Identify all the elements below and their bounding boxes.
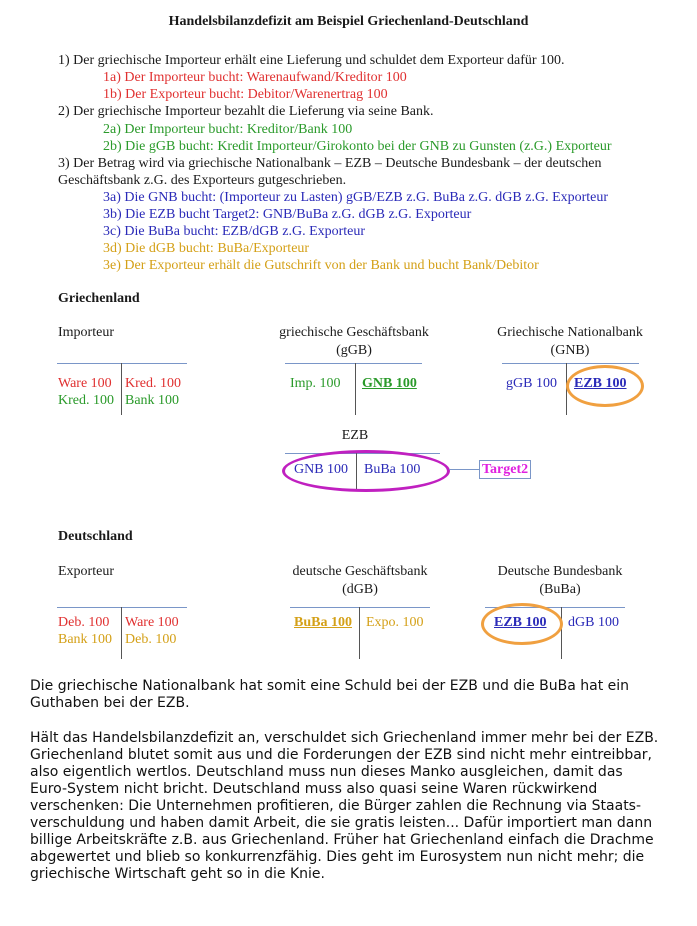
- importeur-right-1: Kred. 100: [125, 376, 181, 391]
- step-3e: 3e) Der Exporteur erhält die Gutschrift von der Bank und bucht Bank/Debitor: [103, 258, 539, 273]
- account-dgb-hline: [290, 607, 430, 608]
- exporteur-right-2: Deb. 100: [125, 632, 177, 647]
- buba-left: EZB 100: [494, 615, 547, 630]
- paragraph-2-line-6: verschuldung und haben damit Arbeit, die sie gratis leisten... Dafür importiert man dann: [30, 815, 653, 831]
- target2-label: Target2: [479, 460, 531, 479]
- paragraph-2-line-7: billige Arbeitskräfte z.B. aus Griechenland. Früher hat Griechenland einfach die Drachme: [30, 832, 654, 848]
- account-gnb-abbr: (GNB): [550, 343, 590, 358]
- ggb-left: Imp. 100: [290, 376, 341, 391]
- account-buba-vline: [561, 607, 562, 659]
- page-title: Handelsbilanzdefizit am Beispiel Griechenland-Deutschland: [168, 14, 529, 29]
- paragraph-2-line-2: Griechenland blutet somit aus und die Forderungen der EZB sind nicht mehr eintreibbar,: [30, 747, 653, 763]
- exporteur-left-1: Deb. 100: [58, 615, 110, 630]
- account-exporteur-vline: [121, 607, 122, 659]
- step-3d: 3d) Die dGB bucht: BuBa/Exporteur: [103, 241, 310, 256]
- dgb-right: Expo. 100: [366, 615, 424, 630]
- gnb-right: EZB 100: [574, 376, 627, 391]
- importeur-left-1: Ware 100: [58, 376, 112, 391]
- paragraph-2-line-1: Hält das Handelsbilanzdefizit an, verschuldet sich Griechenland immer mehr bei der EZB.: [30, 730, 659, 746]
- step-1b: 1b) Der Exporteur bucht: Debitor/Warenertrag 100: [103, 87, 388, 102]
- step-3a: 3a) Die GNB bucht: (Importeur zu Lasten) gGB/EZB z.G. BuBa z.G. dGB z.G. Exporteur: [103, 190, 609, 205]
- account-dgb-title: deutsche Geschäftsbank: [292, 564, 428, 579]
- section-deutschland: Deutschland: [58, 529, 133, 544]
- account-buba-abbr: (BuBa): [539, 582, 581, 597]
- ezb-left: GNB 100: [294, 462, 349, 477]
- account-gnb-title: Griechische Nationalbank: [497, 325, 643, 340]
- paragraph-2-line-8: abgewertet und blieb so konkurrenzfähig. Dies geht im Eurosystem nun nicht mehr; die: [30, 849, 645, 865]
- ggb-right: GNB 100: [362, 376, 417, 391]
- account-ggb-vline: [355, 363, 356, 415]
- step-2a: 2a) Der Importeur bucht: Kreditor/Bank 100: [103, 122, 353, 137]
- buba-ezb-highlight: [481, 603, 563, 645]
- step-2: 2) Der griechische Importeur bezahlt die Lieferung via seine Bank.: [58, 104, 434, 119]
- step-1: 1) Der griechische Importeur erhält eine Lieferung und schuldet dem Exporteur dafür 100.: [58, 53, 565, 68]
- account-dgb-abbr: (dGB): [342, 582, 378, 597]
- account-ggb-hline: [285, 363, 422, 364]
- paragraph-1-line-1: Die griechische Nationalbank hat somit eine Schuld bei der EZB und die BuBa hat ein: [30, 678, 630, 694]
- section-griechenland: Griechenland: [58, 291, 140, 306]
- account-exporteur-title: Exporteur: [58, 564, 114, 579]
- paragraph-2-line-9: griechische Wirtschaft geht so in die Knie.: [30, 866, 325, 882]
- account-exporteur-hline: [57, 607, 187, 608]
- paragraph-2-line-3: also eigentlich wertlos. Deutschland muss nun dieses Manko ausgleichen, damit das: [30, 764, 623, 780]
- account-importeur-title: Importeur: [58, 325, 114, 340]
- step-2b: 2b) Die gGB bucht: Kredit Importeur/Girokonto bei der GNB zu Gunsten (z.G.) Exporteur: [103, 139, 612, 154]
- account-dgb-vline: [359, 607, 360, 659]
- account-ggb-title: griechische Geschäftsbank: [279, 325, 429, 340]
- account-buba-title: Deutsche Bundesbank: [497, 564, 623, 579]
- account-ezb-title: EZB: [341, 428, 369, 443]
- account-importeur-vline: [121, 363, 122, 415]
- step-3-line2: Geschäftsbank z.G. des Exporteurs gutgeschrieben.: [58, 173, 347, 188]
- importeur-right-2: Bank 100: [125, 393, 180, 408]
- step-3-line1: 3) Der Betrag wird via griechische Nationalbank – EZB – Deutsche Bundesbank – der deutschen: [58, 156, 602, 171]
- step-1a: 1a) Der Importeur bucht: Warenaufwand/Kreditor 100: [103, 70, 407, 85]
- account-ggb-abbr: (gGB): [336, 343, 372, 358]
- dgb-left: BuBa 100: [294, 615, 352, 630]
- account-gnb-hline: [502, 363, 639, 364]
- importeur-left-2: Kred. 100: [58, 393, 114, 408]
- gnb-left: gGB 100: [506, 376, 557, 391]
- gnb-ezb-highlight: [566, 365, 644, 407]
- paragraph-1-line-2: Guthaben bei der EZB.: [30, 695, 190, 711]
- exporteur-left-2: Bank 100: [58, 632, 113, 647]
- exporteur-right-1: Ware 100: [125, 615, 179, 630]
- paragraph-2-line-5: verschenken: Die Unternehmen profitieren, die Bürger zahlen die Rechnung via Staats-: [30, 798, 642, 814]
- ezb-right: BuBa 100: [364, 462, 421, 477]
- step-3b: 3b) Die EZB bucht Target2: GNB/BuBa z.G. dGB z.G. Exporteur: [103, 207, 472, 222]
- buba-right: dGB 100: [568, 615, 619, 630]
- step-3c: 3c) Die BuBa bucht: EZB/dGB z.G. Exporteur: [103, 224, 366, 239]
- paragraph-2-line-4: Euro-System nicht bricht. Deutschland muss also quasi seine Waren rückwirkend: [30, 781, 598, 797]
- account-importeur-hline: [57, 363, 187, 364]
- ezb-highlight: [282, 450, 450, 492]
- target2-connector: [449, 469, 479, 470]
